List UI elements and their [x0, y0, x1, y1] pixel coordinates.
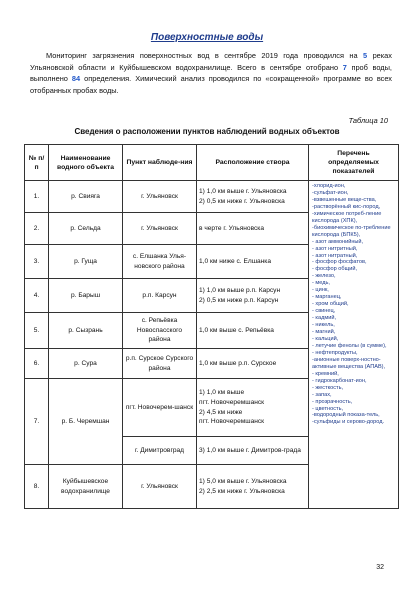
location-line: пгт. Новочеремшанск [199, 418, 265, 426]
intro-text-1: Мониторинг загрязнения поверхностных вод в сентябре 2019 года проводился на [46, 51, 358, 60]
indicator-item: - гидрокарбонат-ион, [312, 377, 367, 384]
row-object: р. Б. Черемшан [49, 379, 123, 465]
indicator-item: -химическое потреб-ление кислорода (ХПК), [312, 210, 382, 224]
location-line: 1) 1,0 км выше р.п. Карсун [199, 286, 281, 294]
samples-count: 7 [342, 62, 347, 72]
rivers-count: 5 [363, 51, 368, 60]
row-object: р. Сельда [49, 213, 123, 245]
indicator-item: -биохимическое по-требление кислорода (БПК5), [312, 224, 391, 238]
row-object: р. Сызрань [49, 313, 123, 349]
indicator-item: - прозрачность, [312, 398, 353, 405]
row-point: г. Ульяновск [123, 465, 197, 509]
indicator-item: - хром общий, [312, 301, 349, 308]
row-num: 2. [25, 213, 49, 245]
row-location: 1,0 км выше с. Репьёвка [197, 313, 309, 349]
row-point: с. Репьёвка Новоспасского района [123, 313, 197, 349]
row-object: р. Сура [49, 349, 123, 379]
table-title: Сведения о расположении пунктов наблюдений водных объектов [74, 127, 340, 136]
row-point: г. Димитровград [123, 437, 197, 465]
location-line: 1) 1,0 км выше г. Ульяновска [199, 187, 287, 195]
header-object: Наименование водного объекта [49, 145, 123, 181]
header-indicators: Перечень определяемых показателей [309, 145, 399, 181]
indicator-item: - азот нитритный, [312, 245, 358, 252]
row-num: 3. [25, 245, 49, 279]
row-num: 7. [25, 379, 49, 465]
section-heading: Поверхностные воды [150, 32, 264, 43]
indicator-item: -взвешенные веще-ства, [312, 196, 377, 203]
location-line: 1) 1,0 км выше [199, 389, 245, 397]
row-location: в черте г. Ульяновска [197, 213, 309, 245]
indicator-item: - жесткость, [312, 384, 344, 391]
row-object: Куйбышевское водохранилище [49, 465, 123, 509]
indicator-item: - запах, [312, 391, 332, 398]
indicator-item: - нефтепродукты, [312, 349, 358, 356]
row-location: 1,0 км выше р.п. Сурское [197, 349, 309, 379]
row-num: 5. [25, 313, 49, 349]
location-line: 2) 0,5 км ниже г. Ульяновска [199, 197, 285, 205]
indicator-item: - никель, [312, 322, 335, 329]
indicator-item: - марганец, [312, 294, 342, 301]
intro-text-4: определения. Химический анализ проводился по «сокращенной» программе во всех отобранных пробах воды. [30, 74, 392, 95]
indicator-item: - азот аммонийный, [312, 238, 364, 245]
indicator-item: - цветность, [312, 405, 344, 412]
indicator-item: - фосфор общий, [312, 266, 358, 273]
row-num: 1. [25, 181, 49, 213]
row-location [197, 181, 309, 213]
row-num: 6. [25, 349, 49, 379]
indicator-item: - свинец, [312, 308, 336, 315]
row-location: 1,0 км ниже с. Елшанка [197, 245, 309, 279]
row-location [197, 379, 309, 437]
row-point: с. Елшанка Улья-новского района [123, 245, 197, 279]
row-point: пгт. Новочерем-шанск [123, 379, 197, 437]
row-object: р. Гуща [49, 245, 123, 279]
indicator-item: -сульфат-ион, [312, 189, 349, 196]
indicator-item: - кальций, [312, 335, 339, 342]
row-num: 4. [25, 279, 49, 313]
row-point: г. Ульяновск [123, 213, 197, 245]
determinations-count: 84 [71, 74, 81, 83]
location-line: 2) 2,5 км ниже г. Ульяновска [199, 487, 285, 495]
row-num: 8. [25, 465, 49, 509]
location-line: пгт. Новочеремшанск [199, 398, 265, 406]
indicators-list [309, 181, 399, 509]
indicator-item: - фосфор фосфатов, [312, 259, 367, 266]
row-location [197, 465, 309, 509]
intro-text-3: проб воды, выполнено [30, 62, 392, 83]
row-point: р.п. Карсун [123, 279, 197, 313]
row-location: 3) 1,0 км выше г. Димитров-града [197, 437, 309, 465]
indicators-items [312, 183, 395, 426]
location-line: 2) 4,5 км ниже [199, 408, 243, 416]
table-row [25, 181, 399, 213]
indicator-item: -хлорид-ион, [312, 183, 346, 189]
indicator-item: - летучие фенолы (в сумме), [312, 342, 387, 349]
row-point: г. Ульяновск [123, 181, 197, 213]
indicator-item: -сульфиды и серово-дород. [312, 419, 385, 426]
intro-text-2: реках Ульяновской области и Куйбышевском водохранилище. Всего в сентябре отобрано [30, 51, 392, 72]
indicator-item: - медь, [312, 280, 330, 287]
indicator-item: -растворённый кис-лород, [312, 203, 381, 210]
indicator-item: - кадмий, [312, 315, 337, 322]
header-num: № п/п [25, 145, 49, 181]
location-line: 2) 0,5 км ниже р.п. Карсун [199, 296, 279, 304]
row-object: р. Барыш [49, 279, 123, 313]
page-number: 32 [376, 564, 384, 571]
table-number: Таблица 10 [348, 116, 388, 125]
row-object: р. Свияга [49, 181, 123, 213]
observation-points-table [24, 144, 399, 509]
row-point: р.п. Сурское Сурского района [123, 349, 197, 379]
indicator-item: -водородный показа-тель, [312, 412, 380, 419]
indicator-item: - магний, [312, 329, 336, 336]
indicator-item: - азот нитратный, [312, 252, 358, 259]
header-location: Расположение створа [197, 145, 309, 181]
header-point: Пункт наблюде-ния [123, 145, 197, 181]
indicator-item: -анионные поверх-ностно-активные вещества (АПАВ), [312, 356, 386, 370]
table-header-row [25, 145, 399, 181]
indicator-item: - цинк, [312, 287, 329, 294]
indicator-item: - железо, [312, 273, 336, 280]
row-location [197, 279, 309, 313]
indicator-item: - кремний, [312, 370, 339, 377]
intro-paragraph [30, 50, 392, 96]
location-line: 1) 5,0 км выше г. Ульяновска [199, 477, 287, 485]
